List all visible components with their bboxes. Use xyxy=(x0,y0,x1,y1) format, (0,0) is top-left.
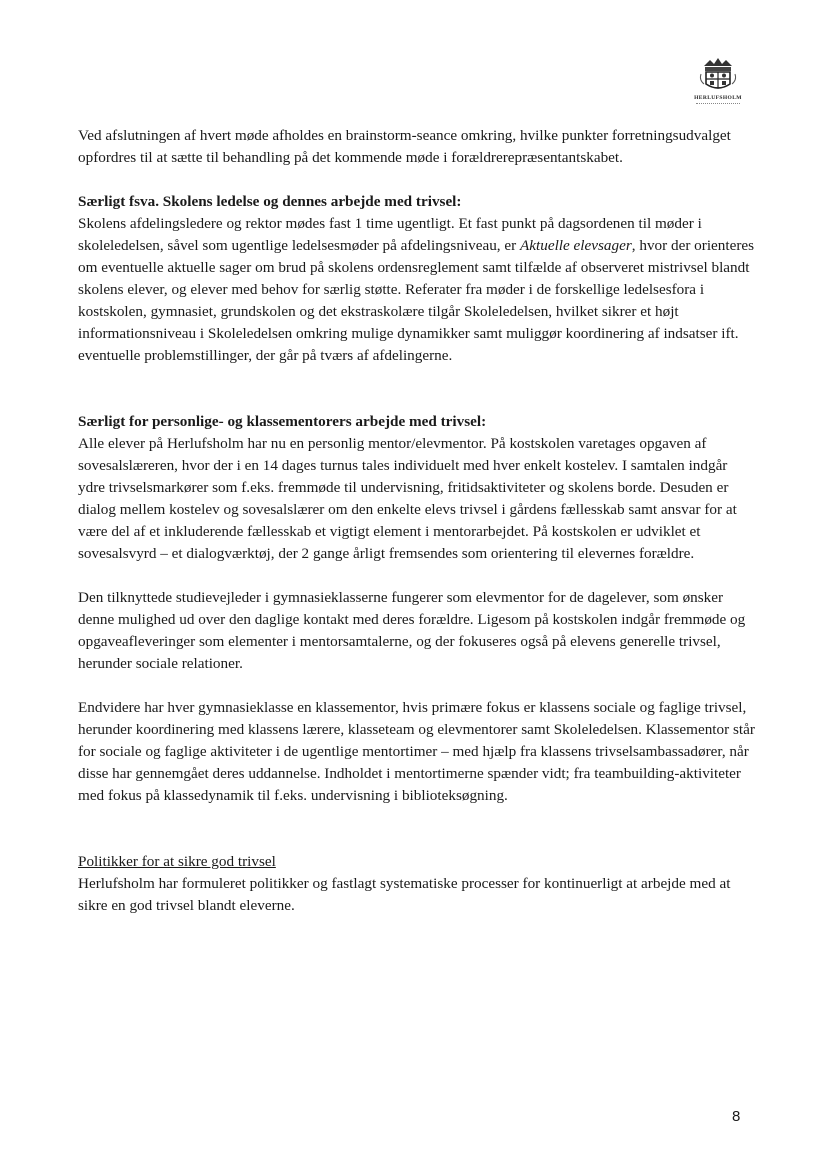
politikker-paragraph: Herlufsholm har formuleret politikker og fastlagt systematiske processer for kontinuerligt at arbejde med at sikre en god trivsel blandt eleverne. xyxy=(78,875,731,914)
section-heading-mentor: Særligt for personlige- og klassementorers arbejde med trivsel: xyxy=(78,413,487,430)
herlufsholm-logo xyxy=(688,56,748,108)
logo-text: HERLUFSHOLM xyxy=(694,95,742,101)
crest-icon xyxy=(698,56,738,94)
spacer xyxy=(78,389,758,411)
intro-paragraph: Ved afslutningen af hvert møde afholdes en brainstorm-seance omkring, hvilke punkter forretningsudvalget opfordres til at sætte til behandling på det kommende møde i forældrerepræsentantskabet. xyxy=(78,127,731,166)
ledelse-paragraph xyxy=(78,213,758,367)
mentor-paragraph-2: Den tilknyttede studievejleder i gymnasieklasserne fungerer som elevmentor for de dagelever, som ønsker denne mulighed ud over den daglige kontakt med deres forældre. Ligesom på kostskolen indgår fremmøde og opgaveafleveringer som elementer i mentorsamtalerne, og der fokuseres også på elevens generelle trivsel, herunder sociale relationer. xyxy=(78,589,746,672)
section-heading-ledelse: Særligt fsva. Skolens ledelse og dennes arbejde med trivsel: xyxy=(78,193,462,210)
ledelse-text-end: , hvor der orienteres om eventuelle aktuelle sager om brud på skolens ordensreglement samt tilfælde af observeret mistrivsel blandt skolens elever, og elever med behov for særlig støtte. Referater fra møder i de forskellige ledelsesfora i kostskolen, gymnasiet, grundskolen og det ekstraskolære tilgår Skoleledelsen, hvilket sikrer et højt informationsniveau i Skoleledelsen omkring mulige dynamikker samt muliggør koordinering af indsatser ift. eventuelle problemstillinger, der går på tværs af afdelingerne. xyxy=(78,237,755,364)
section-heading-politikker: Politikker for at sikre god trivsel xyxy=(78,853,276,870)
section-politikker xyxy=(78,851,758,917)
mentor-paragraph-3: Endvidere har hver gymnasieklasse en klassementor, hvis primære fokus er klassens sociale og faglige trivsel, herunder koordinering med klassens lærere, klasseteam og elevmentorer samt Skoleledelsen. Klassementor står for sociale og faglige aktiviteter i de ugentlige mentortimer – med hjælp fra klassens trivselsambassadører, når disse har gennemgået deres uddannelse. Indholdet i mentortimerne spænder vidt; fra teambuilding-aktiviteter med fokus på klassedynamik til f.eks. undervisning i biblioteksøgning. xyxy=(78,699,755,804)
section-ledelse xyxy=(78,191,758,367)
section-mentor xyxy=(78,411,758,565)
mentor-paragraph-1: Alle elever på Herlufsholm har nu en personlig mentor/elevmentor. På kostskolen varetages opgaven af sovesalslæreren, hvor der i en 14 dages turnus tales individuelt med hver enkelt kostelev. I samtalen indgår ydre trivselsmarkører som f.eks. fremmøde til undervisning, fritidsaktiviteter og skolens borde. Desuden er dialog mellem kostelev og sovesalslærer om den enkelte elevs trivsel i gårdens fællesskab samt ansvar for at være del af et inkluderende fællesskab et vigtigt element i mentorarbejdet. På kostskolen er udviklet et sovesalsvyrd – et dialogværktøj, der 2 gange årligt fremsendes som orientering til elevernes forældre. xyxy=(78,435,737,562)
spacer xyxy=(78,829,758,851)
page-number: 8 xyxy=(732,1108,741,1125)
ledelse-text-italic: Aktuelle elevsager xyxy=(520,237,632,254)
body-content xyxy=(78,125,758,939)
logo-tagline-rule xyxy=(696,103,740,106)
ledelse-text-start: Skolens afdelingsledere og rektor mødes fast 1 time ugentligt. Et fast punkt på dagsordenen til møder i skoleledelsen, såvel som ugentlige ledelsesmøder på afdelingsniveau, er xyxy=(78,215,702,254)
